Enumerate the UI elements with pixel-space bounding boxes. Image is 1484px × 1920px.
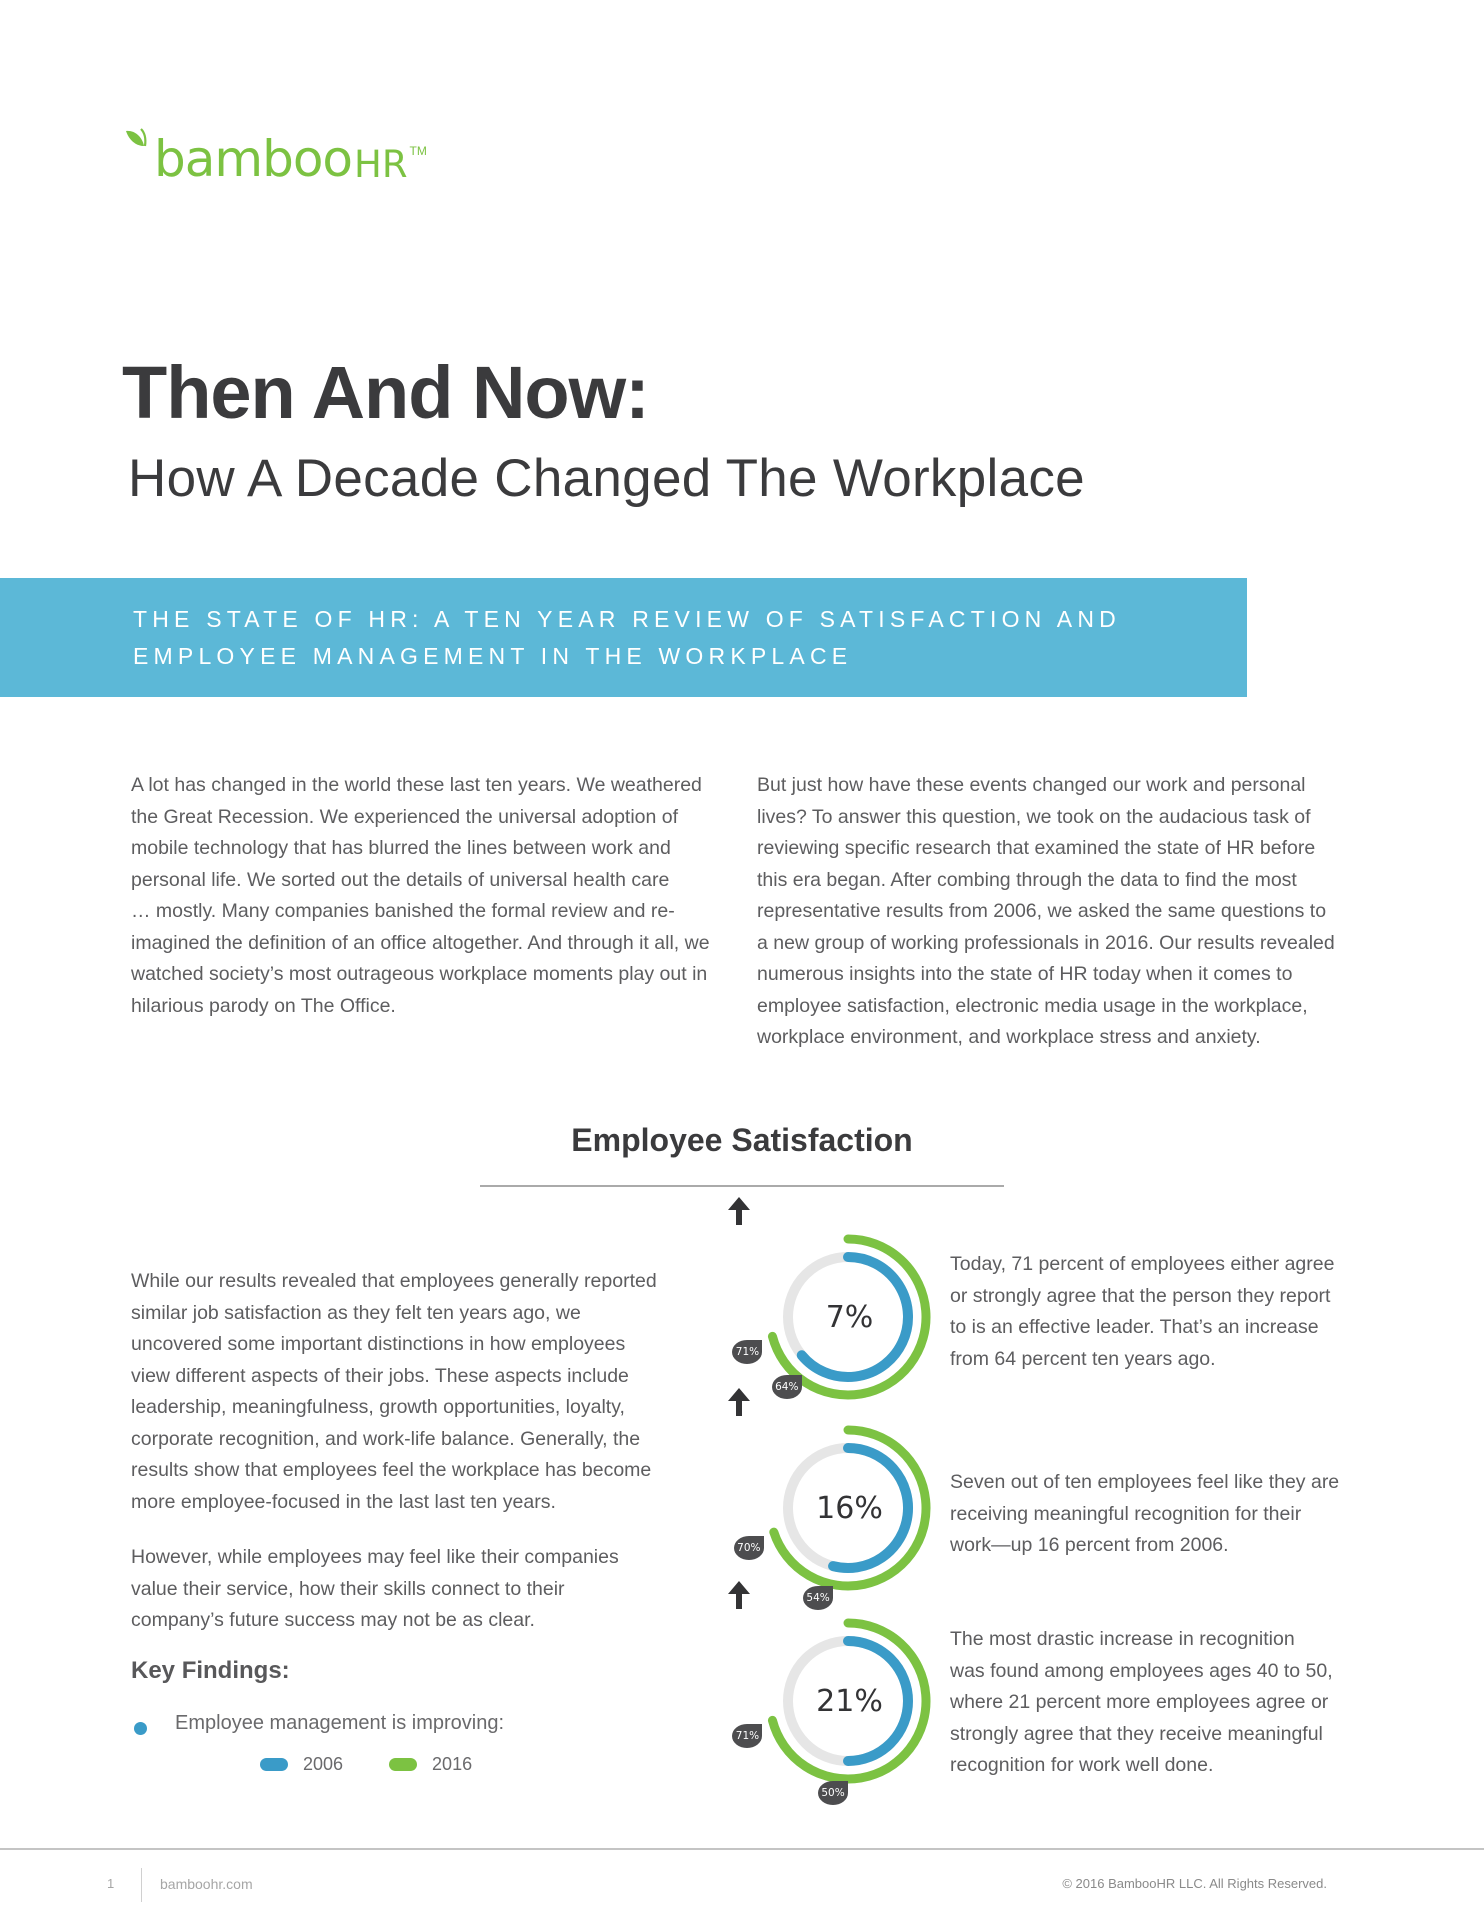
logo-hr: HR bbox=[354, 143, 408, 186]
text-line: numerous insights into the state of HR today when it comes to bbox=[757, 963, 1293, 985]
key-finding-item: Employee management is improving: bbox=[175, 1712, 505, 1734]
text-line: results show that employees feel the workplace has become bbox=[131, 1459, 652, 1481]
page-subtitle: How A Decade Changed The Workplace bbox=[128, 449, 1085, 508]
text-line: or strongly agree that the person they report bbox=[950, 1284, 1331, 1307]
text-line: was found among employees ages 40 to 50, bbox=[950, 1659, 1333, 1682]
chart-legend bbox=[260, 1754, 518, 1775]
label-2006: 54% bbox=[803, 1586, 833, 1610]
text-line: imagined the definition of an office altogether. And through it all, we bbox=[131, 931, 710, 954]
text-line: workplace environment, and workplace stress and anxiety. bbox=[757, 1026, 1261, 1048]
legend-label-2006: 2006 bbox=[303, 1754, 344, 1774]
leaf-icon bbox=[124, 128, 154, 156]
text-line: Seven out of ten employees feel like they are bbox=[950, 1471, 1340, 1493]
footer-copyright: © 2016 BambooHR LLC. All Rights Reserved. bbox=[1062, 1876, 1327, 1891]
page-title: Then And Now: bbox=[122, 351, 649, 434]
text-line: uncovered some important distinctions in how employees bbox=[131, 1333, 626, 1355]
text-line: A lot has changed in the world these last ten years. We weathered bbox=[131, 774, 702, 796]
legend-swatch-2006 bbox=[260, 1758, 288, 1771]
donut-description-1 bbox=[950, 1249, 1350, 1375]
donut-description-3 bbox=[950, 1624, 1350, 1782]
bamboohr-logo bbox=[124, 122, 427, 188]
label-2006: 64% bbox=[772, 1375, 802, 1399]
text-line: personal life. We sorted out the details of universal health care bbox=[131, 868, 670, 891]
text-line: But just how have these events changed our work and personal bbox=[757, 774, 1306, 796]
section-title: Employee Satisfaction bbox=[571, 1122, 913, 1158]
text-line: employee satisfaction, electronic media usage in the workplace, bbox=[757, 994, 1308, 1017]
key-findings-heading: Key Findings: bbox=[131, 1657, 290, 1684]
banner-line-2: EMPLOYEE MANAGEMENT IN THE WORKPLACE bbox=[133, 643, 853, 669]
text-line: However, while employees may feel like their companies bbox=[131, 1546, 619, 1568]
text-line: … mostly. Many companies banished the formal review and re- bbox=[131, 900, 675, 922]
text-line: The most drastic increase in recognition bbox=[950, 1628, 1295, 1650]
text-line: a new group of working professionals in 2016. Our results revealed bbox=[757, 931, 1335, 954]
text-line: more employee-focused in the last last ten years. bbox=[131, 1490, 556, 1513]
text-line: leadership, meaningfulness, growth opportunities, loyalty, bbox=[131, 1396, 625, 1418]
text-line: lives? To answer this question, we took on the audacious task of bbox=[757, 805, 1311, 828]
text-line: Today, 71 percent of employees either agree bbox=[950, 1253, 1335, 1275]
logo-wordmark: bamboo bbox=[154, 130, 353, 188]
text-line: to is an effective leader. That’s an increase bbox=[950, 1316, 1319, 1338]
text-line: While our results revealed that employees generally reported bbox=[131, 1270, 657, 1292]
text-line: the Great Recession. We experienced the universal adoption of bbox=[131, 805, 679, 828]
page-number: 1 bbox=[107, 1876, 115, 1891]
intro-column-1 bbox=[131, 770, 731, 1022]
legend-label-2016: 2016 bbox=[432, 1754, 473, 1774]
text-line: work—up 16 percent from 2006. bbox=[950, 1534, 1229, 1556]
footer-separator bbox=[141, 1868, 142, 1902]
bullet-icon bbox=[134, 1722, 147, 1735]
text-line: watched society’s most outrageous workplace moments play out in bbox=[131, 963, 708, 985]
text-line: corporate recognition, and work-life balance. Generally, the bbox=[131, 1427, 641, 1450]
text-line: where 21 percent more employees agree or bbox=[950, 1691, 1329, 1713]
donut-description-2 bbox=[950, 1467, 1350, 1562]
label-2016: 70% bbox=[734, 1536, 764, 1560]
footer-website-link[interactable]: bamboohr.com bbox=[160, 1876, 253, 1892]
text-line: representative results from 2006, we asked the same questions to bbox=[757, 900, 1327, 922]
change-percent: 16% bbox=[816, 1490, 883, 1526]
text-line: value their service, how their skills connect to their bbox=[131, 1577, 565, 1600]
intro-column-2 bbox=[757, 770, 1357, 1054]
change-percent: 7% bbox=[825, 1299, 874, 1335]
satisfaction-paragraph-2 bbox=[131, 1542, 691, 1637]
footer-divider bbox=[0, 1848, 1484, 1850]
text-line: reviewing specific research that examined the state of HR before bbox=[757, 837, 1316, 859]
legend-swatch-2016 bbox=[389, 1758, 417, 1771]
logo-trademark: TM bbox=[409, 144, 427, 158]
banner-line-1: THE STATE OF HR: A TEN YEAR REVIEW OF SATISFACTION AND bbox=[133, 606, 1121, 632]
text-line: recognition for work well done. bbox=[950, 1754, 1214, 1776]
change-percent: 21% bbox=[816, 1683, 883, 1719]
text-line: company’s future success may not be as clear. bbox=[131, 1609, 535, 1631]
text-line: similar job satisfaction as they felt ten years ago, we bbox=[131, 1301, 581, 1324]
label-2016: 71% bbox=[732, 1724, 762, 1748]
text-line: from 64 percent ten years ago. bbox=[950, 1347, 1216, 1370]
satisfaction-paragraph-1 bbox=[131, 1266, 691, 1518]
text-line: hilarious parody on The Office. bbox=[131, 994, 396, 1017]
text-line: receiving meaningful recognition for their bbox=[950, 1502, 1302, 1525]
text-line: strongly agree that they receive meaningful bbox=[950, 1722, 1323, 1745]
text-line: view different aspects of their jobs. These aspects include bbox=[131, 1364, 629, 1387]
banner bbox=[0, 578, 1247, 697]
donut-change-value bbox=[728, 1581, 968, 1821]
label-2016: 71% bbox=[732, 1340, 762, 1364]
section-divider bbox=[480, 1185, 1004, 1187]
text-line: mobile technology that has blurred the lines between work and bbox=[131, 837, 671, 859]
donut-chart bbox=[728, 1581, 968, 1821]
label-2006: 50% bbox=[818, 1781, 848, 1805]
text-line: this era began. After combing through the data to find the most bbox=[757, 868, 1297, 891]
